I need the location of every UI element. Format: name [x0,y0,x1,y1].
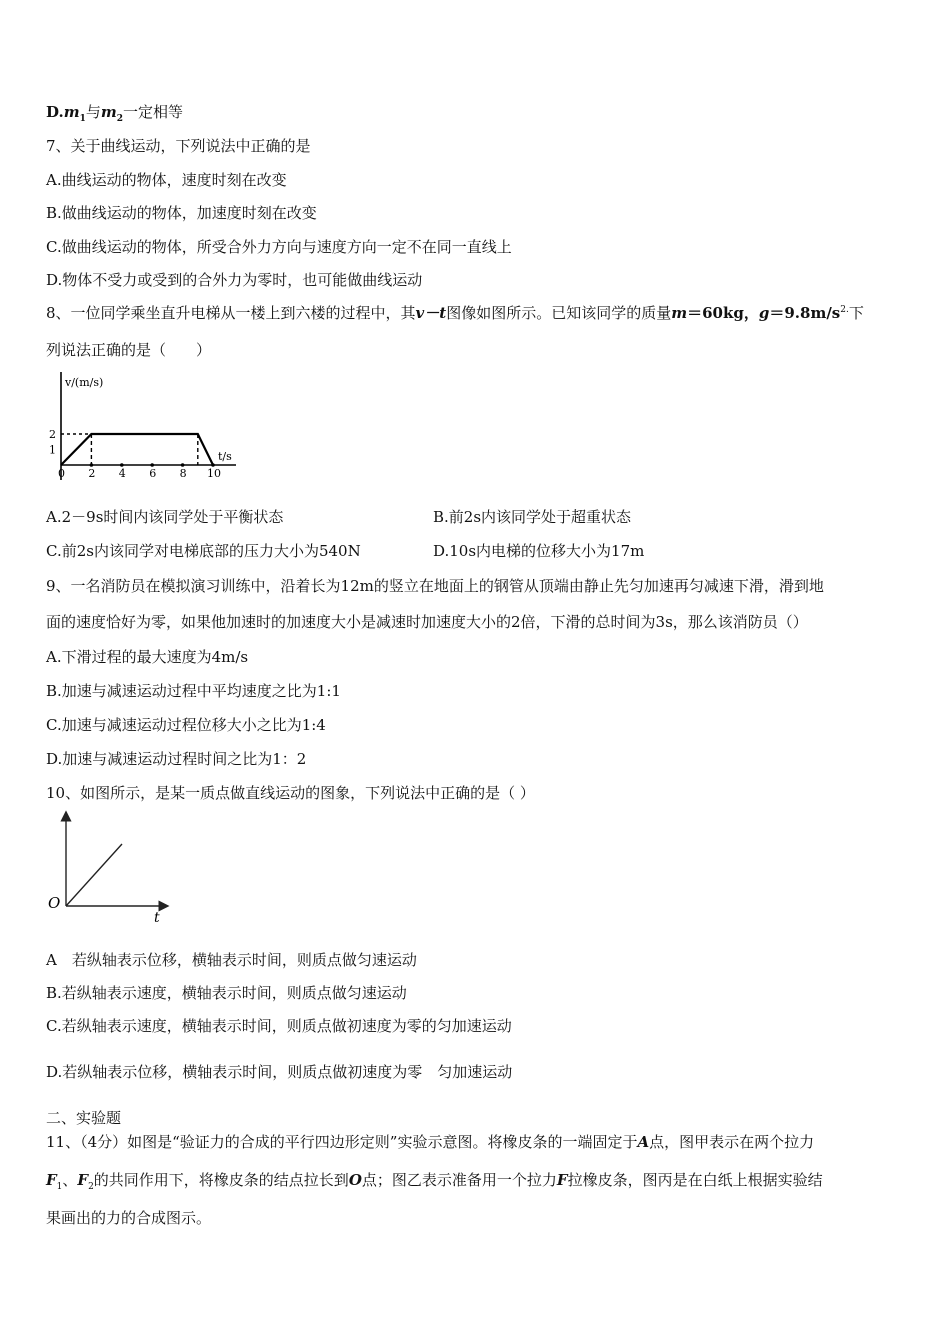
vt-x-tick-label-4: 8 [179,467,187,480]
section2-title: 二、实验题 [46,1109,122,1127]
q8-option-c: C.前2s内该同学对电梯底部的压力大小为540N [46,542,361,560]
q11-line1-a: 11、（4分）如图是“验证力的合成的平行四边形定则”实验示意图。将橡皮条的一端固定于 [46,1133,638,1151]
q7-option-c: C.做曲线运动的物体，所受合外力方向与速度方向一定不在同一直线上 [46,238,512,256]
q8-stem-c: ＝60kg， [687,304,759,322]
q11-line2-b: 点；图乙表示准备用一个拉力 [361,1171,557,1189]
q11-line1-b: 点，图甲表示在两个拉力 [649,1133,815,1151]
vt-ylabel: v/(m/s) [65,376,104,389]
q8-option-a: A.2－9s时间内该同学处于平衡状态 [46,508,284,526]
q6-optd-tail: 一定相等 [123,103,184,121]
q8-stem-e: 下 [848,304,864,322]
q11-line1 [46,1132,814,1152]
vt-y-tick-label-1: 2 [49,428,56,441]
q11-point-a: A [637,1133,650,1151]
q10-origin-label: O [48,894,61,912]
q8-stem-b: 图像如图所示。已知该同学的质量 [446,304,672,322]
q8-stem-line1 [46,303,864,323]
q11-line2-c: 拉橡皮条，图丙是在白纸上根据实验结 [567,1171,823,1189]
q11-f2: F [77,1171,89,1189]
q7-stem: 7、关于曲线运动，下列说法中正确的是 [46,137,311,155]
q8-stem-line2: 列说法正确的是（ ） [46,341,212,359]
q11-sep: 、 [62,1171,78,1189]
vt-xlabel: t/s [218,450,232,463]
q11-f2-sub: 2 [88,1182,94,1192]
q8-stem-d: ＝9.8m/s [769,304,841,322]
q11-f1: F [46,1171,57,1189]
q9-option-b: B.加速与减速运动过程中平均速度之比为1:1 [46,682,341,700]
q8-stem-sup: 2. [840,305,849,315]
vt-x-tick-label-0: 0 [58,467,65,480]
vt-x-tick-label-1: 2 [88,467,96,480]
q11-line3: 果画出的力的合成图示。 [46,1209,212,1227]
q9-option-a: A.下滑过程的最大速度为4m/s [46,648,249,666]
q6-optd-sub2: 2 [116,114,123,124]
q6-optd-and: 与 [85,103,101,121]
q10-series-line [66,844,122,906]
q11-point-o: O [348,1171,362,1189]
q11-line2-a: 的共同作用下，将橡皮条的结点拉长到 [93,1171,349,1189]
q9-option-d: D.加速与减速运动过程时间之比为1：2 [46,750,307,768]
q10-option-d: D.若纵轴表示位移，横轴表示时间，则质点做初速度为零 匀加速运动 [46,1063,513,1081]
q8-stem-g: g [758,304,770,322]
q11-line2 [46,1170,823,1190]
q9-stem-line2: 面的速度恰好为零，如果他加速时的加速度大小是减速时加速度大小的2倍，下滑的总时间为3s，那么该消防员（） [46,613,808,631]
q6-optd-sub1: 1 [79,114,86,124]
q7-option-b: B.做曲线运动的物体，加速度时刻在改变 [46,204,317,222]
vt-x-tick-label-2: 4 [118,467,126,480]
q8-stem-m: m [671,304,688,322]
q9-option-c: C.加速与减速运动过程位移大小之比为1:4 [46,716,326,734]
q6-optd-prefix: D. [46,103,64,121]
q6-option-d [46,102,183,122]
q11-f: F [556,1171,568,1189]
q10-graph [44,810,174,926]
q10-option-a: A 若纵轴表示位移，横轴表示时间，则质点做匀速运动 [46,951,417,969]
q8-stem-a: 8、一位同学乘坐直升电梯从一楼上到六楼的过程中，其 [46,304,416,322]
q10-option-b: B.若纵轴表示速度，横轴表示时间，则质点做匀速运动 [46,984,407,1002]
q10-option-c: C.若纵轴表示速度，横轴表示时间，则质点做初速度为零的匀加速运动 [46,1017,512,1035]
q6-optd-m1: m [63,103,80,121]
q7-option-d: D.物体不受力或受到的合外力为零时，也可能做曲线运动 [46,271,423,289]
q8-option-b: B.前2s内该同学处于超重状态 [433,508,632,526]
q9-stem-line1: 9、一名消防员在模拟演习训练中，沿着长为12m的竖立在地面上的钢管从顶端由静止先匀加速再匀减速下滑，滑到地 [46,577,824,595]
q8-stem-vt: v－t [415,304,447,322]
q11-f1-sub: 1 [56,1182,63,1192]
vt-y-tick-label-0: 1 [49,443,56,457]
q6-optd-m2: m [100,103,117,121]
vt-x-tick-label-3: 6 [149,467,157,480]
vt-series-line [61,434,213,465]
q10-stem: 10、如图所示，是某一质点做直线运动的图象，下列说法中正确的是（ ） [46,784,535,802]
q8-option-d: D.10s内电梯的位移大小为17m [433,542,645,560]
vt-x-tick-label-5: 10 [207,467,221,480]
q7-option-a: A.曲线运动的物体，速度时刻在改变 [46,171,287,189]
q10-xlabel: t [154,910,160,926]
vt-graph [44,368,244,486]
